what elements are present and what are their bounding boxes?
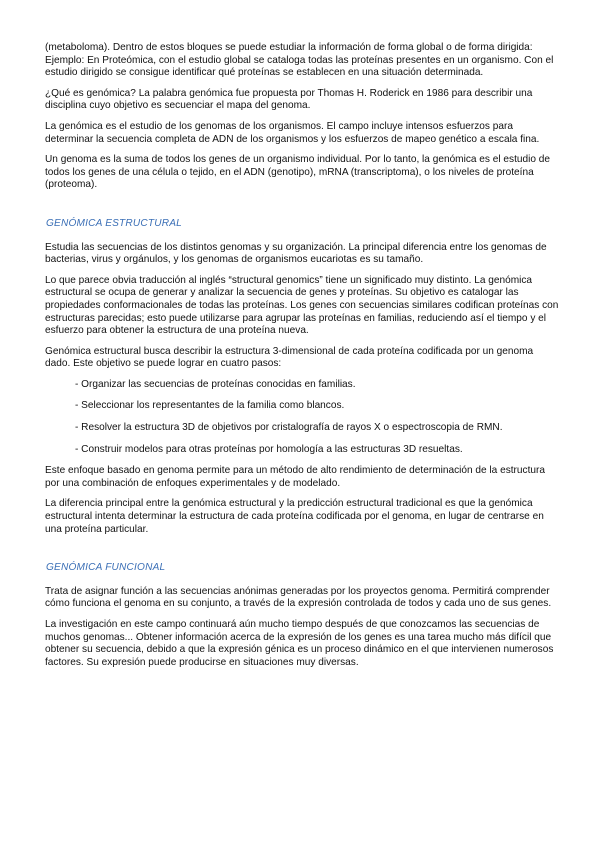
intro-paragraph-3: La genómica es el estudio de los genomas de los organismos. El campo incluye intensos esfuerzos para determinar la secuencia completa de ADN de los organismos y los esfuerzos de mapeo genético a escala fina. bbox=[45, 120, 540, 145]
list-item: - Seleccionar los representantes de la familia como blancos. bbox=[75, 400, 345, 412]
structural-paragraph-4: Este enfoque basado en genoma permite para un método de alto rendimiento de determinación de la estructura por una combinación de enfoques experimentales y de modelado. bbox=[45, 465, 545, 489]
structural-genomics-heading: GENÓMICA ESTRUCTURAL bbox=[46, 217, 182, 229]
list-item: - Resolver la estructura 3D de objetivos por cristalografía de rayos X o espectroscopia de RMN. bbox=[75, 422, 503, 434]
structural-paragraph-3: Genómica estructural busca describir la estructura 3-dimensional de cada proteína codificada por un genoma dado. Este objetivo se puede lograr en cuatro pasos: bbox=[45, 345, 534, 370]
structural-steps-list bbox=[75, 379, 560, 456]
list-item: - Organizar las secuencias de proteínas conocidas en familias. bbox=[75, 378, 356, 390]
intro-paragraph-2: ¿Qué es genómica? La palabra genómica fue propuesta por Thomas H. Roderick en 1986 para describir una disciplina cuyo objetivo es secuenciar el mapa del genoma. bbox=[45, 87, 533, 112]
functional-genomics-heading: GENÓMICA FUNCIONAL bbox=[46, 562, 166, 574]
document-page bbox=[45, 42, 560, 677]
structural-paragraph-5: La diferencia principal entre la genómica estructural y la predicción estructural tradicional es que la genómica estructural intenta determinar la estructura de cada proteína codificada por el genoma, en lugar de centrarse en una proteína particular. bbox=[45, 498, 544, 535]
structural-paragraph-2: Lo que parece obvia traducción al inglés “structural genomics” tiene un significado muy distinto. La genómica estructural se ocupa de generar y analizar la secuencia de genes y proteínas. Su objetivo es catalogar las propiedades conformacionales de todas las proteínas. Los genes con secuencias similares codifican proteínas con estructuras parecidas; esto puede utilizarse para agrupar las proteínas en familias, reduciendo así el tiempo y el esfuerzo para obtener la estructura de una proteína nueva. bbox=[45, 274, 559, 337]
structural-paragraph-1: Estudia las secuencias de los distintos genomas y su organización. La principal diferencia entre los genomas de bacterias, virus y orgánulos, y los genomas de organismos eucariotas es su tamaño. bbox=[45, 241, 547, 266]
functional-paragraph-2: La investigación en este campo continuará aún mucho tiempo después de que conozcamos las secuencias de muchos genomas... Obtener información acerca de la expresión de los genes es una tarea mucho más difícil que obtener su secuencia, debido a que la expresión génica es un proceso dinámico en el que intervienen numerosos factores. Su expresión puede producirse en situaciones muy diversas. bbox=[45, 619, 554, 668]
list-item: - Construir modelos para otras proteínas por homología a las estructuras 3D resueltas. bbox=[75, 443, 463, 455]
intro-paragraph-4: Un genoma es la suma de todos los genes de un organismo individual. Por lo tanto, la genómica es el estudio de todos los genes de una célula o tejido, en el ADN (genotipo), mRNA (transcriptoma), o los niveles de proteína (proteoma). bbox=[45, 154, 550, 191]
functional-paragraph-1: Trata de asignar función a las secuencias anónimas generadas por los proyectos genoma. Permitirá comprender cómo funciona el genoma en su conjunto, a través de la expresión controlada de todos y cada uno de sus genes. bbox=[45, 585, 552, 610]
intro-paragraph-1: (metaboloma). Dentro de estos bloques se puede estudiar la información de forma global o de forma dirigida: Ejemplo: En Proteómica, con el estudio global se cataloga todas las proteínas presentes en un organismo. Con el estudio dirigido se consigue identificar qué proteínas se establecen en una situación determinada. bbox=[45, 42, 554, 79]
